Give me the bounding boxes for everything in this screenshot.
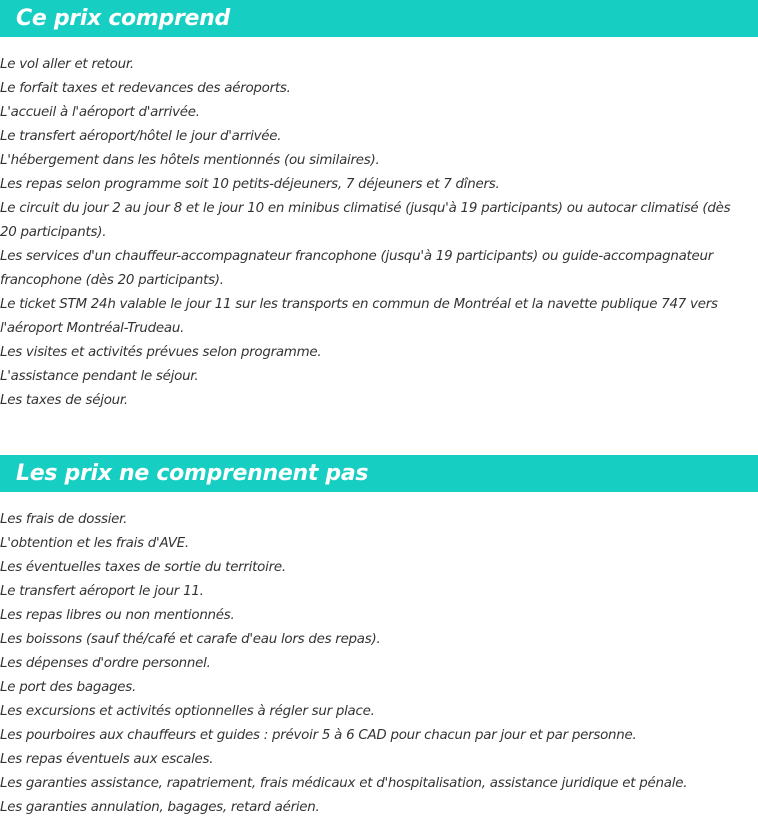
list-item: Les pourboires aux chauffeurs et guides : prévoir 5 à 6 CAD pour chacun par jour et par personne. <box>0 728 637 743</box>
list-item: Les éventuelles taxes de sortie du territoire. <box>0 560 286 575</box>
list-item: Le ticket STM 24h valable le jour 11 sur les transports en commun de Montréal et la navette publique 747 vers l'aéroport Montréal-Trudeau. <box>0 297 718 336</box>
excluded-header <box>0 455 758 492</box>
included-title: Ce prix comprend <box>16 6 230 31</box>
excluded-list <box>0 492 758 820</box>
excluded-section <box>0 455 758 820</box>
included-header <box>0 0 758 37</box>
list-item: Le port des bagages. <box>0 680 137 695</box>
list-item: L'obtention et les frais d'AVE. <box>0 536 189 551</box>
list-item: Le circuit du jour 2 au jour 8 et le jour 10 en minibus climatisé (jusqu'à 19 participants) ou autocar climatisé (dès 20 participants). <box>0 201 731 240</box>
list-item: Les frais de dossier. <box>0 512 128 527</box>
list-item: Les garanties annulation, bagages, retard aérien. <box>0 800 320 815</box>
list-item: L'hébergement dans les hôtels mentionnés (ou similaires). <box>0 153 380 168</box>
list-item: Les visites et activités prévues selon programme. <box>0 345 322 360</box>
list-item: L'assistance pendant le séjour. <box>0 369 199 384</box>
list-item: L'accueil à l'aéroport d'arrivée. <box>0 105 200 120</box>
list-item: Le forfait taxes et redevances des aéroports. <box>0 81 291 96</box>
list-item: Les excursions et activités optionnelles à régler sur place. <box>0 704 375 719</box>
list-item: Les repas libres ou non mentionnés. <box>0 608 235 623</box>
included-section <box>0 0 758 413</box>
list-item: Les boissons (sauf thé/café et carafe d'eau lors des repas). <box>0 632 381 647</box>
list-item: Le transfert aéroport le jour 11. <box>0 584 204 599</box>
list-item: Le transfert aéroport/hôtel le jour d'arrivée. <box>0 129 282 144</box>
list-item: Les repas selon programme soit 10 petits-déjeuners, 7 déjeuners et 7 dîners. <box>0 177 500 192</box>
included-list <box>0 37 758 413</box>
excluded-title: Les prix ne comprennent pas <box>16 461 369 486</box>
list-item: Les services d'un chauffeur-accompagnateur francophone (jusqu'à 19 participants) ou guide-accompagnateur francophone (dès 20 participants). <box>0 249 714 288</box>
list-item: Le vol aller et retour. <box>0 57 134 72</box>
list-item: Les taxes de séjour. <box>0 393 128 408</box>
list-item: Les dépenses d'ordre personnel. <box>0 656 211 671</box>
list-item: Les garanties assistance, rapatriement, frais médicaux et d'hospitalisation, assistance juridique et pénale. <box>0 776 688 791</box>
list-item: Les repas éventuels aux escales. <box>0 752 214 767</box>
